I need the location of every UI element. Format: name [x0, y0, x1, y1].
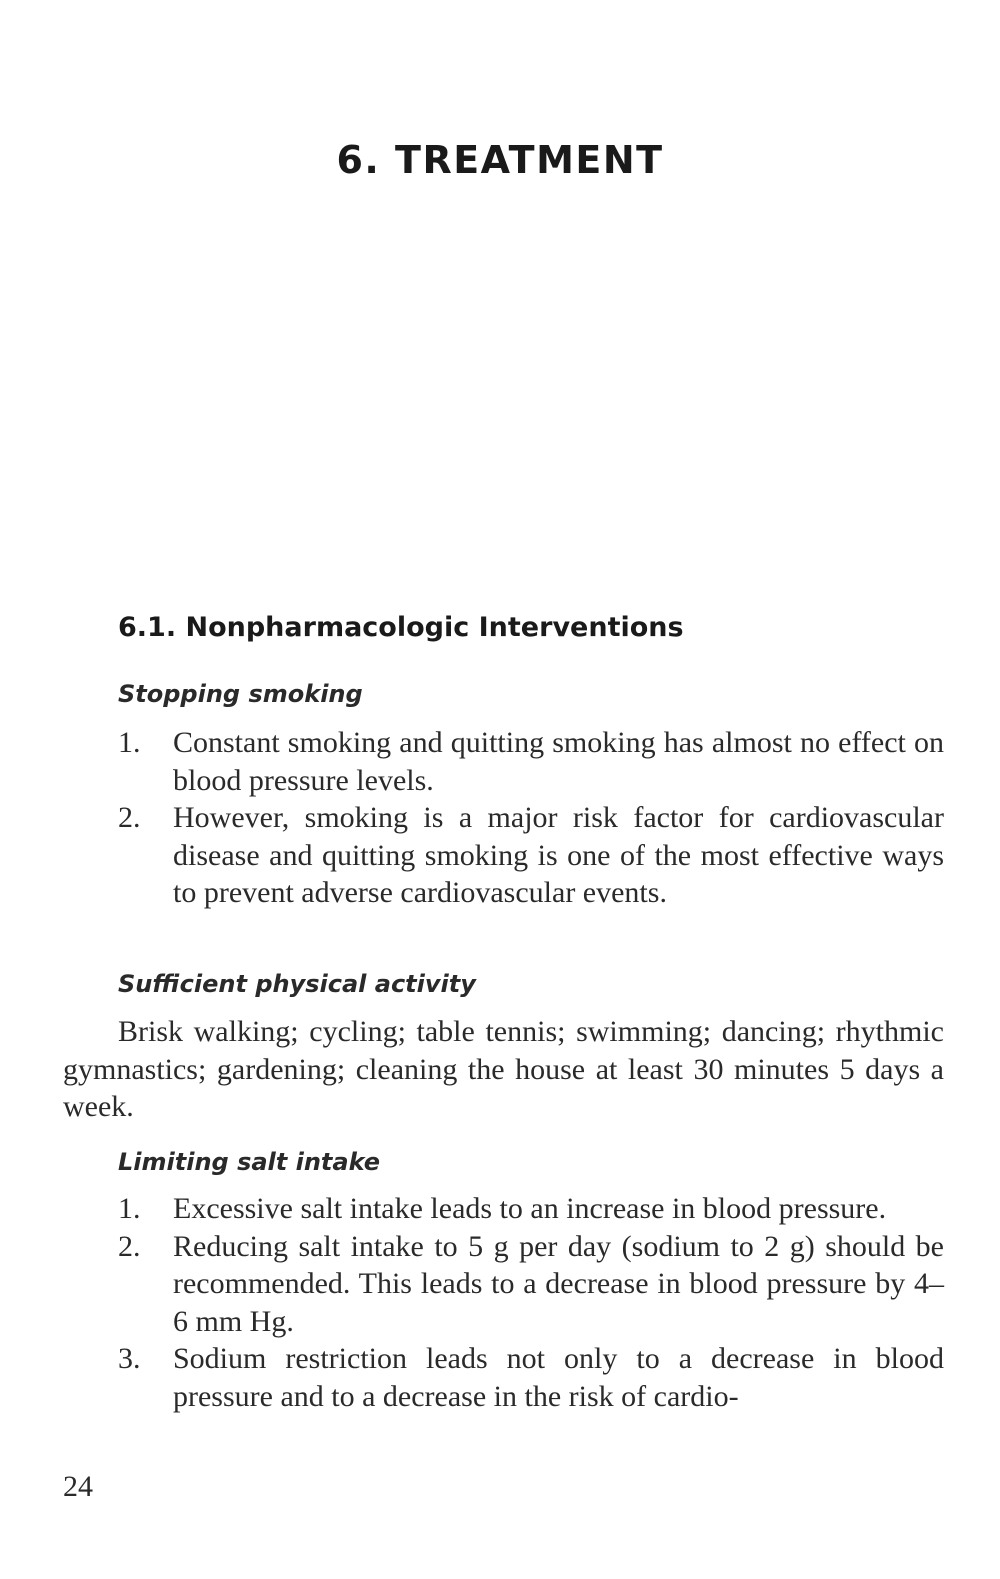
list-item-text: Constant smoking and quitting smoking has almost no effect on blood pressure levels.	[173, 726, 944, 797]
list-item-text: Excessive salt intake leads to an increase in blood pressure.	[173, 1192, 887, 1225]
chapter-title: 6. TREATMENT	[336, 138, 664, 182]
list-item-number: 3.	[118, 1342, 141, 1375]
list-item	[118, 799, 944, 912]
section-title: 6.1. Nonpharmacologic Interventions	[118, 612, 684, 643]
physical-activity-paragraph: Brisk walking; cycling; table tennis; swimming; dancing; rhythmic gymnastics; gardening; cleaning the house at least 30 minutes 5 days a week.	[63, 1015, 944, 1123]
list-item-number: 2.	[118, 1229, 141, 1263]
list-item-number: 1.	[118, 726, 141, 759]
list-item	[118, 1340, 944, 1415]
list-item-text: Reducing salt intake to 5 g per day (sodium to 2 g) should be recommended. This leads to a decrease in blood pressure by 4–6 mm Hg.	[173, 1229, 944, 1338]
subheading-stopping-smoking: Stopping smoking	[118, 680, 363, 708]
page-number: 24	[63, 1470, 93, 1503]
subheading-limiting-salt: Limiting salt intake	[118, 1148, 380, 1176]
list-item-text: Sodium restriction leads not only to a decrease in blood pressure and to a decrease in the risk of cardio-	[173, 1342, 944, 1413]
list-item-number: 1.	[118, 1192, 141, 1225]
list-item	[118, 724, 944, 799]
smoking-list	[118, 724, 944, 912]
list-item-number: 2.	[118, 801, 141, 834]
list-item	[118, 1190, 944, 1228]
list-item	[118, 1228, 944, 1341]
salt-list	[118, 1190, 944, 1415]
subheading-physical-activity: Sufficient physical activity	[118, 970, 476, 998]
list-item-text: However, smoking is a major risk factor for cardiovascular disease and quitting smoking is one of the most effective ways to prevent adverse cardiovascular events.	[173, 801, 944, 909]
